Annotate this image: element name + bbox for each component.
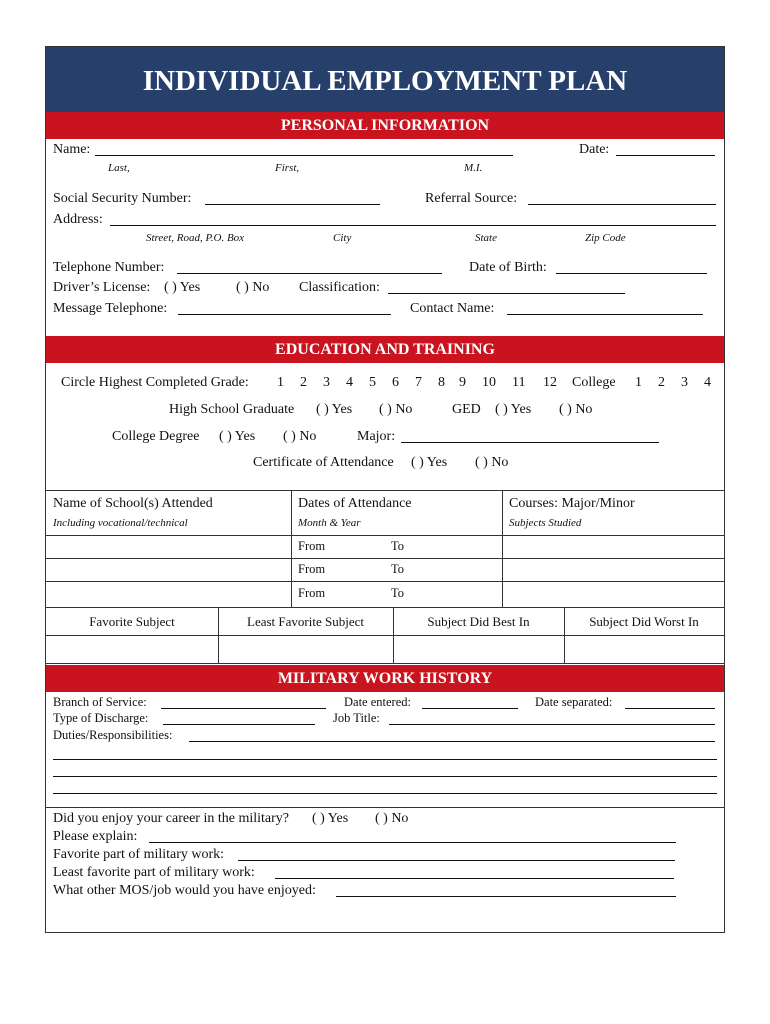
col-dates-header: Dates of Attendance bbox=[298, 496, 412, 511]
grade-option[interactable]: 2 bbox=[300, 375, 307, 390]
hs-grad-no-option[interactable]: ( ) No bbox=[379, 402, 413, 417]
referral-label: Referral Source: bbox=[425, 191, 518, 206]
branch-field[interactable] bbox=[161, 694, 326, 709]
license-no-option[interactable]: ( ) No bbox=[236, 280, 270, 295]
row3-from-label: From bbox=[298, 586, 326, 600]
name-label: Name: bbox=[53, 142, 91, 157]
favorite-part-field[interactable] bbox=[238, 846, 675, 861]
grade-option[interactable]: 11 bbox=[512, 375, 526, 390]
major-label: Major: bbox=[357, 429, 396, 444]
date-field[interactable] bbox=[616, 141, 715, 156]
employment-plan-form bbox=[45, 46, 725, 933]
addr-hint-street: Street, Road, P.O. Box bbox=[146, 232, 245, 244]
ssn-label: Social Security Number: bbox=[53, 191, 192, 206]
favorite-subject-header: Favorite Subject bbox=[89, 614, 175, 629]
col-school-sub: Including vocational/technical bbox=[53, 517, 188, 529]
name-hint-last: Last, bbox=[108, 162, 130, 174]
ged-yes-option[interactable]: ( ) Yes bbox=[495, 402, 532, 417]
other-mos-field[interactable] bbox=[336, 882, 676, 897]
section-header-personal: PERSONAL INFORMATION bbox=[46, 112, 724, 139]
grade-option[interactable]: 6 bbox=[392, 375, 399, 390]
ged-no-option[interactable]: ( ) No bbox=[559, 402, 593, 417]
duties-label: Duties/Responsibilities: bbox=[53, 728, 173, 742]
name-field[interactable] bbox=[95, 141, 513, 156]
grade-option[interactable]: 7 bbox=[415, 375, 422, 390]
addr-hint-city: City bbox=[333, 232, 352, 244]
message-phone-label: Message Telephone: bbox=[53, 301, 168, 316]
grade-option[interactable]: 3 bbox=[323, 375, 330, 390]
least-favorite-part-field[interactable] bbox=[275, 864, 674, 879]
addr-hint-state: State bbox=[475, 232, 497, 244]
college-year-option[interactable]: 1 bbox=[635, 375, 642, 390]
explain-field[interactable] bbox=[149, 828, 676, 843]
college-year-option[interactable]: 3 bbox=[681, 375, 688, 390]
referral-field[interactable] bbox=[528, 190, 716, 205]
contact-name-field[interactable] bbox=[507, 300, 703, 315]
enjoy-no-option[interactable]: ( ) No bbox=[375, 811, 409, 826]
hs-grad-yes-option[interactable]: ( ) Yes bbox=[316, 402, 353, 417]
date-separated-label: Date separated: bbox=[535, 695, 613, 709]
favorite-part-label: Favorite part of military work: bbox=[53, 847, 225, 862]
date-entered-field[interactable] bbox=[422, 694, 518, 709]
grade-option[interactable]: 10 bbox=[482, 375, 496, 390]
least-favorite-subject-header: Least Favorite Subject bbox=[247, 614, 364, 629]
duties-field[interactable] bbox=[189, 727, 715, 742]
classification-label: Classification: bbox=[299, 280, 380, 295]
date-separated-field[interactable] bbox=[625, 694, 715, 709]
dob-field[interactable] bbox=[556, 259, 707, 274]
name-hint-first: First, bbox=[275, 162, 300, 174]
duties-line-2[interactable] bbox=[53, 745, 717, 760]
hs-grad-label: High School Graduate bbox=[169, 402, 295, 417]
duties-line-3[interactable] bbox=[53, 762, 717, 777]
address-field[interactable] bbox=[110, 211, 716, 226]
certificate-label: Certificate of Attendance bbox=[253, 455, 394, 470]
major-field[interactable] bbox=[401, 428, 659, 443]
license-yes-option[interactable]: ( ) Yes bbox=[164, 280, 201, 295]
col-dates-sub: Month & Year bbox=[298, 517, 361, 529]
license-label: Driver’s License: bbox=[53, 280, 151, 295]
certificate-no-option[interactable]: ( ) No bbox=[475, 455, 509, 470]
least-favorite-part-label: Least favorite part of military work: bbox=[53, 865, 255, 880]
enjoy-yes-option[interactable]: ( ) Yes bbox=[312, 811, 349, 826]
grade-option[interactable]: 9 bbox=[459, 375, 466, 390]
row1-to-label: To bbox=[391, 539, 405, 553]
best-subject-header: Subject Did Best In bbox=[427, 614, 530, 629]
date-label: Date: bbox=[579, 142, 610, 157]
military-divider bbox=[46, 807, 724, 808]
worst-subject-header: Subject Did Worst In bbox=[589, 614, 699, 629]
col-school-header: Name of School(s) Attended bbox=[53, 496, 213, 511]
row1-from-label: From bbox=[298, 539, 326, 553]
ged-label: GED bbox=[452, 402, 481, 417]
addr-hint-zip: Zip Code bbox=[585, 232, 626, 244]
section-header-education: EDUCATION AND TRAINING bbox=[46, 336, 724, 363]
section-header-military: MILITARY WORK HISTORY bbox=[46, 665, 724, 692]
grade-option[interactable]: 4 bbox=[346, 375, 353, 390]
dob-label: Date of Birth: bbox=[469, 260, 547, 275]
certificate-yes-option[interactable]: ( ) Yes bbox=[411, 455, 448, 470]
phone-field[interactable] bbox=[177, 259, 442, 274]
college-year-option[interactable]: 2 bbox=[658, 375, 665, 390]
contact-name-label: Contact Name: bbox=[410, 301, 495, 316]
other-mos-label: What other MOS/job would you have enjoyed: bbox=[53, 883, 316, 898]
explain-label: Please explain: bbox=[53, 829, 138, 844]
classification-field[interactable] bbox=[388, 279, 625, 294]
date-entered-label: Date entered: bbox=[344, 695, 411, 709]
grade-option[interactable]: 12 bbox=[543, 375, 557, 390]
address-label: Address: bbox=[53, 212, 103, 227]
grade-option[interactable]: 8 bbox=[438, 375, 445, 390]
discharge-label: Type of Discharge: bbox=[53, 711, 149, 725]
job-title-label: Job Title: bbox=[333, 711, 380, 725]
row3-to-label: To bbox=[391, 586, 405, 600]
form-title: INDIVIDUAL EMPLOYMENT PLAN bbox=[46, 47, 724, 112]
discharge-field[interactable] bbox=[163, 710, 315, 725]
row2-to-label: To bbox=[391, 562, 405, 576]
col-courses-header: Courses: Major/Minor bbox=[509, 496, 635, 511]
college-year-option[interactable]: 4 bbox=[704, 375, 711, 390]
degree-no-option[interactable]: ( ) No bbox=[283, 429, 317, 444]
grade-option[interactable]: 1 bbox=[277, 375, 284, 390]
phone-label: Telephone Number: bbox=[53, 260, 165, 275]
college-label: College bbox=[572, 375, 616, 390]
duties-line-4[interactable] bbox=[53, 779, 717, 794]
enjoy-label: Did you enjoy your career in the military? bbox=[53, 811, 289, 826]
col-courses-sub: Subjects Studied bbox=[509, 517, 582, 529]
row2-from-label: From bbox=[298, 562, 326, 576]
branch-label: Branch of Service: bbox=[53, 695, 147, 709]
message-phone-field[interactable] bbox=[178, 300, 391, 315]
grade-option[interactable]: 5 bbox=[369, 375, 376, 390]
job-title-field[interactable] bbox=[389, 710, 715, 725]
college-degree-label: College Degree bbox=[112, 429, 200, 444]
degree-yes-option[interactable]: ( ) Yes bbox=[219, 429, 256, 444]
grade-label: Circle Highest Completed Grade: bbox=[61, 375, 249, 390]
ssn-field[interactable] bbox=[205, 190, 380, 205]
name-hint-mi: M.I. bbox=[464, 162, 483, 174]
